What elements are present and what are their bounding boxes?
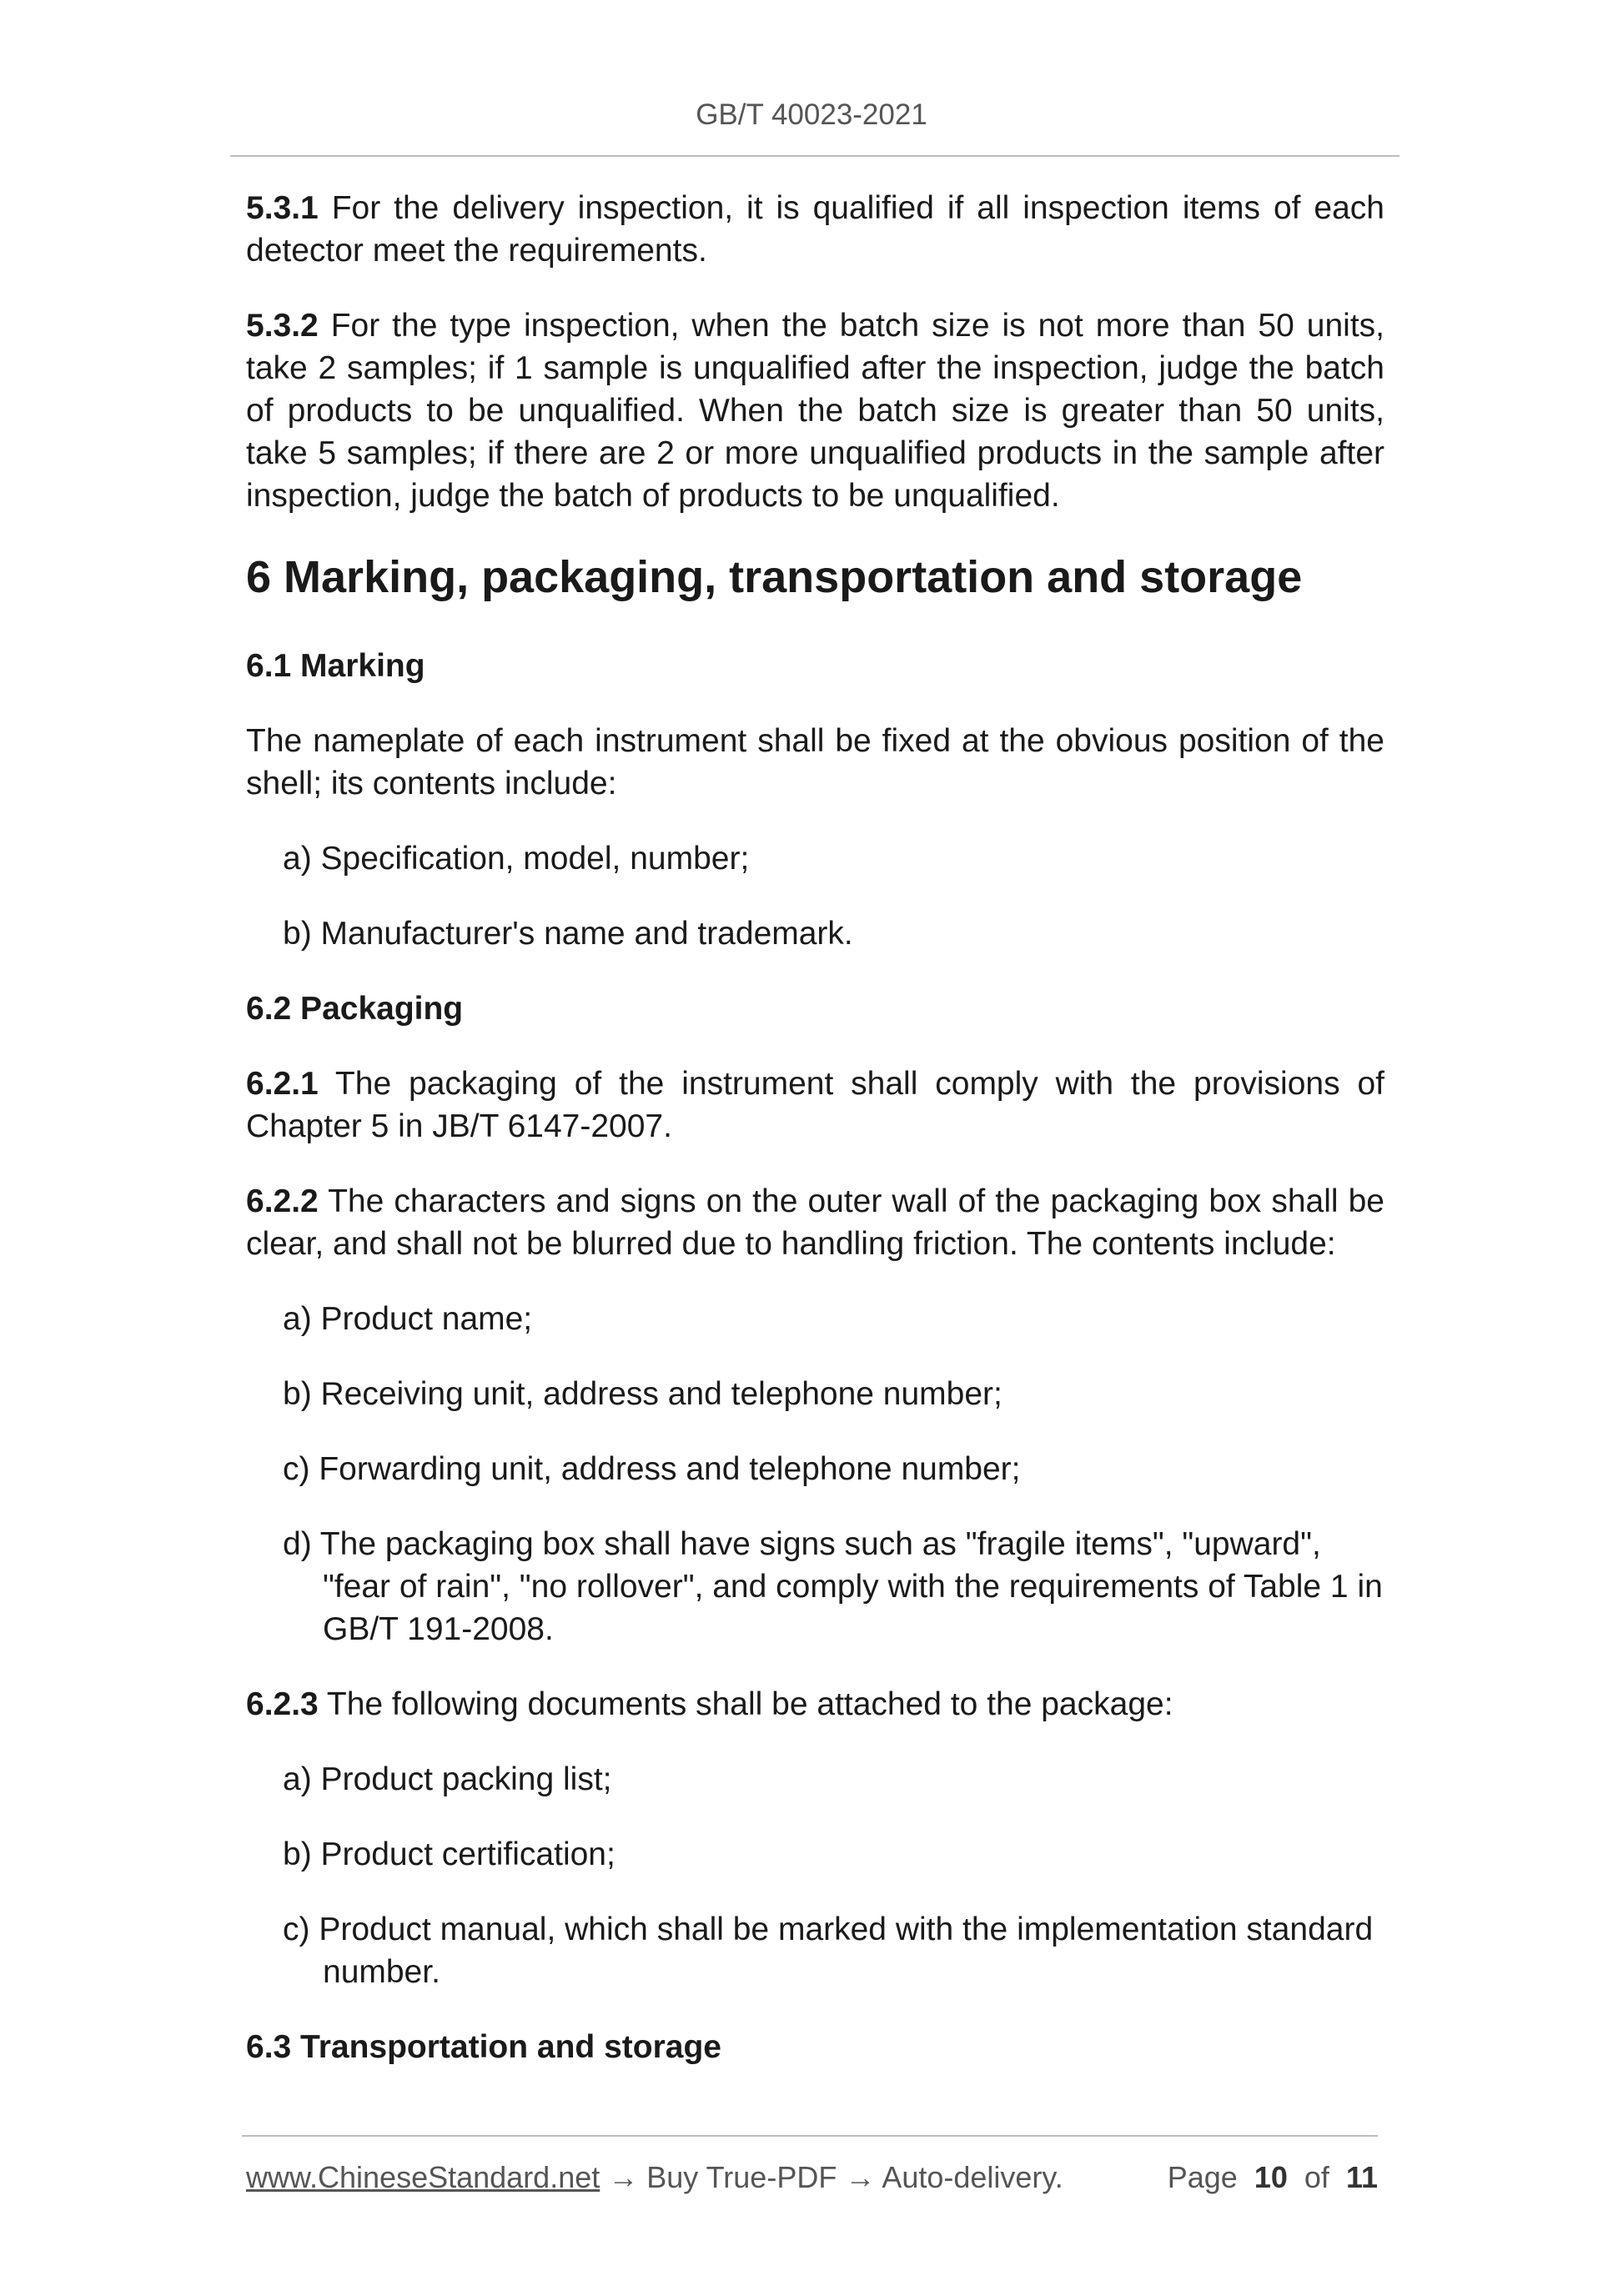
of-label: of xyxy=(1304,2160,1329,2194)
page-number xyxy=(1168,2160,1378,2195)
clause-text: For the type inspection, when the batch size is not more than 50 units, take 2 samples; if 1 sample is unqualified after the inspection, judge the batch of products to be unqualified. When the batch size is greater than 50 units, take 5 samples; if there are 2 or more unqualified products in the sample after inspection, judge the batch of products to be unqualified. xyxy=(246,308,1384,514)
list-item: b) Product certification; xyxy=(283,1836,616,1872)
clause-text: The packaging of the instrument shall comply with the provisions of Chapter 5 in JB/T 6147-2007. xyxy=(246,1066,1384,1144)
clause-6-2-1 xyxy=(246,1063,1384,1148)
clause-number: 6.2.1 xyxy=(246,1066,319,1102)
clause-6-2-2 xyxy=(246,1180,1384,1265)
clause-5-3-1 xyxy=(246,187,1384,272)
footer-promo xyxy=(246,2160,1063,2195)
page-label: Page xyxy=(1167,2160,1238,2194)
section-6-3-heading: 6.3 Transportation and storage xyxy=(246,2029,721,2065)
clause-text: The following documents shall be attached to the package: xyxy=(318,1686,1173,1722)
header-divider xyxy=(230,155,1399,157)
footer-promo-text: → Buy True-PDF → Auto-delivery. xyxy=(600,2160,1063,2194)
list-item: d) The packaging box shall have signs such as "fragile items", "upward", "fear of rain", "no rollover", and comply with the requirements of Table 1 in GB/T 191-2008. xyxy=(283,1526,1383,1647)
list-item: c) Product manual, which shall be marked with the implementation standard number. xyxy=(283,1912,1374,1990)
section-6-1-heading: 6.1 Marking xyxy=(246,648,425,684)
list-item: b) Receiving unit, address and telephone number; xyxy=(283,1376,1002,1412)
document-code-header: GB/T 40023-2021 xyxy=(696,98,927,131)
clause-number: 6.2.3 xyxy=(246,1686,319,1722)
clause-number: 5.3.2 xyxy=(246,308,319,344)
website-link[interactable]: www.ChineseStandard.net xyxy=(246,2160,600,2194)
section-6-heading: 6 Marking, packaging, transportation and storage xyxy=(246,552,1303,602)
clause-text: For the delivery inspection, it is qualified if all inspection items of each detector meet the requirements. xyxy=(246,190,1384,269)
clause-text: The characters and signs on the outer wall of the packaging box shall be clear, and shall not be blurred due to handling friction. The contents include: xyxy=(246,1183,1384,1262)
page-content xyxy=(246,187,1384,2101)
clause-number: 6.2.2 xyxy=(246,1183,319,1219)
footer-divider xyxy=(242,2135,1378,2137)
clause-6-2-3 xyxy=(246,1683,1384,1726)
clause-number: 5.3.1 xyxy=(246,190,319,226)
list-item: a) Product packing list; xyxy=(283,1761,612,1797)
list-item: a) Product name; xyxy=(283,1301,533,1337)
marking-intro: The nameplate of each instrument shall be fixed at the obvious position of the shell; its contents include: xyxy=(246,723,1384,801)
list-item: a) Specification, model, number; xyxy=(283,841,750,877)
section-6-2-heading: 6.2 Packaging xyxy=(246,991,464,1027)
list-item: c) Forwarding unit, address and telephone number; xyxy=(283,1451,1021,1487)
list-item: b) Manufacturer's name and trademark. xyxy=(283,916,853,952)
total-pages: 11 xyxy=(1345,2160,1378,2194)
current-page: 10 xyxy=(1254,2160,1288,2194)
clause-5-3-2 xyxy=(246,304,1384,517)
